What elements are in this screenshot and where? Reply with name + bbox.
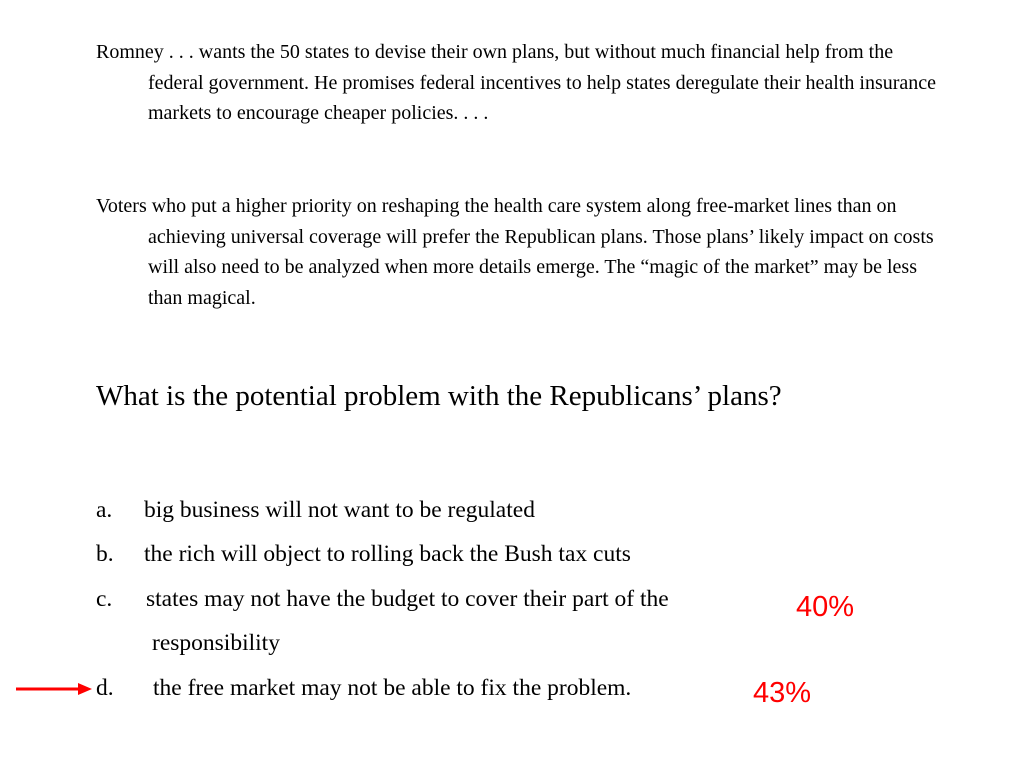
option-letter: d. <box>96 675 114 701</box>
arrow-head <box>78 683 92 695</box>
option-c-percent: 40% <box>796 591 855 623</box>
option-letter: c. <box>96 586 113 612</box>
quote-paragraph-romney: Romney . . . wants the 50 states to devise their own plans, but without much financial help from the federal government. He promises federal incentives to help states deregulate their health insurance markets to encourage cheaper policies. . . . <box>96 41 937 125</box>
option-text: the rich will object to rolling back the Bush tax cuts <box>144 541 631 567</box>
option-c-continuation: responsibility <box>152 630 280 656</box>
option-c <box>96 584 669 614</box>
option-d <box>96 673 631 703</box>
option-text: the free market may not be able to fix the problem. <box>153 675 632 701</box>
option-text: states may not have the budget to cover their part of the <box>146 586 669 612</box>
quote-paragraph-voters: Voters who put a higher priority on reshaping the health care system along free-market lines than on achieving universal coverage will prefer the Republican plans. Those plans’ likely impact on costs will also need to be analyzed when more details emerge. The “magic of the market” may be less than magical. <box>96 195 934 310</box>
option-b <box>96 539 631 569</box>
option-a <box>96 495 535 525</box>
option-text: big business will not want to be regulated <box>144 497 535 523</box>
option-letter: a. <box>96 497 113 523</box>
option-d-percent: 43% <box>753 677 812 709</box>
question-text: What is the potential problem with the Republicans’ plans? <box>96 380 782 412</box>
right-arrow-icon <box>14 680 94 698</box>
option-letter: b. <box>96 541 114 567</box>
